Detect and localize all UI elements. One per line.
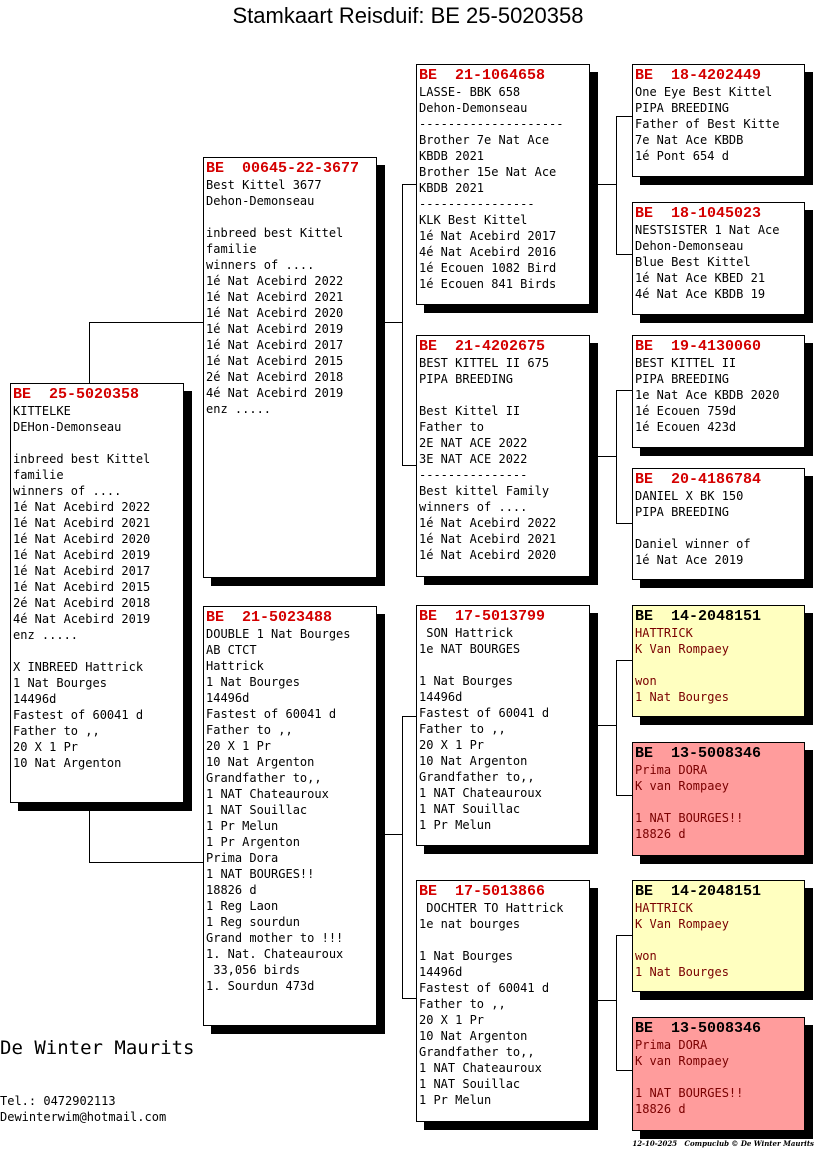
pedigree-card-dam-sire[interactable] bbox=[416, 605, 590, 846]
card-line bbox=[635, 520, 804, 536]
card-text bbox=[419, 355, 589, 563]
card-line: DOUBLE 1 Nat Bourges bbox=[206, 627, 351, 641]
card-line bbox=[419, 657, 589, 673]
card-line: AB CTCT bbox=[206, 643, 257, 657]
connector-line bbox=[402, 716, 417, 717]
connector-line bbox=[402, 465, 417, 466]
connector-line bbox=[89, 803, 90, 862]
card-text bbox=[13, 403, 183, 771]
card-line: 18826 d bbox=[635, 827, 686, 841]
card-line: K Van Rompaey bbox=[635, 642, 729, 656]
card-line: 1é Nat Ace 2019 bbox=[635, 553, 744, 567]
card-text bbox=[206, 626, 376, 994]
card-line: Best Kittel II bbox=[419, 404, 521, 418]
card-line: PIPA BREEDING bbox=[419, 372, 513, 386]
card-line: 3E NAT ACE 2022 bbox=[419, 452, 528, 466]
card-line: 1é Nat Acebird 2020 bbox=[419, 548, 557, 562]
card-line: 1 NAT BOURGES!! bbox=[635, 811, 744, 825]
connector-line bbox=[616, 660, 633, 661]
card-line: 1é Nat Acebird 2021 bbox=[419, 532, 557, 546]
card-line: Blue Best Kittel bbox=[635, 255, 751, 269]
card-line: Brother 15e Nat Ace bbox=[419, 165, 557, 179]
card-line: KLK Best Kittel bbox=[419, 213, 528, 227]
card-line: 1é Nat Acebird 2015 bbox=[13, 580, 151, 594]
card-line: 1é Pont 654 d bbox=[635, 149, 729, 163]
card-line: LASSE- BBK 658 bbox=[419, 85, 521, 99]
card-line: Grandfather to,, bbox=[419, 770, 535, 784]
card-text bbox=[635, 222, 804, 302]
card-line: 1é Nat Acebird 2017 bbox=[419, 229, 557, 243]
card-line: Best kittel Family bbox=[419, 484, 550, 498]
card-line: 10 Nat Argenton bbox=[419, 1029, 528, 1043]
owner-name: De Winter Maurits bbox=[0, 1037, 195, 1059]
card-line: 10 Nat Argenton bbox=[13, 756, 122, 770]
card-text bbox=[635, 762, 804, 842]
ring-number: BE 14-2048151 bbox=[635, 883, 762, 900]
card-line: HATTRICK bbox=[635, 901, 693, 915]
card-line: 1é Nat Acebird 2019 bbox=[206, 322, 344, 336]
connector-line bbox=[616, 390, 633, 391]
connector-line bbox=[616, 660, 617, 796]
card-line: DOCHTER TO Hattrick bbox=[419, 901, 564, 915]
card-line: enz ..... bbox=[13, 628, 79, 642]
card-line: --------------- bbox=[419, 468, 528, 482]
ring-number: BE 18-1045023 bbox=[635, 205, 762, 222]
connector-line bbox=[89, 322, 204, 323]
card-line: familie bbox=[13, 468, 64, 482]
ring-number: BE 21-5023488 bbox=[206, 609, 333, 626]
card-line: 1 Pr Melun bbox=[419, 818, 492, 832]
card-line: 1é Nat Acebird 2019 bbox=[13, 548, 151, 562]
card-line: 1 NAT Souillac bbox=[419, 1077, 521, 1091]
card-line: Father to bbox=[419, 420, 485, 434]
card-line: Dehon-Demonseau bbox=[206, 194, 315, 208]
card-line bbox=[635, 1069, 804, 1085]
card-line: 1é Nat Acebird 2022 bbox=[13, 500, 151, 514]
card-line: KBDB 2021 bbox=[419, 181, 485, 195]
card-line: 18826 d bbox=[206, 883, 257, 897]
card-line: BEST KITTEL II 675 bbox=[419, 356, 550, 370]
card-line: 1e NAT BOURGES bbox=[419, 642, 521, 656]
pedigree-card-subject[interactable] bbox=[10, 383, 184, 803]
card-line: Fastest of 60041 d bbox=[206, 707, 337, 721]
card-line: Best Kittel 3677 bbox=[206, 178, 322, 192]
connector-line bbox=[376, 834, 403, 835]
card-line: 7e Nat Ace KBDB bbox=[635, 133, 744, 147]
card-line: Prima Dora bbox=[206, 851, 279, 865]
connector-line bbox=[616, 935, 633, 936]
card-line: 1é Nat Acebird 2021 bbox=[13, 516, 151, 530]
connector-line bbox=[616, 116, 633, 117]
card-line: Grandfather to,, bbox=[419, 1045, 535, 1059]
pedigree-card-sire[interactable] bbox=[203, 157, 377, 578]
footer-credit: 12-10-2025 Compuclub © De Winter Maurits bbox=[632, 1139, 814, 1148]
card-line bbox=[206, 209, 376, 225]
connector-line bbox=[616, 935, 617, 1071]
card-line: 1é Nat Acebird 2022 bbox=[206, 274, 344, 288]
card-line: X INBREED Hattrick bbox=[13, 660, 144, 674]
card-line: 1é Nat Acebird 2021 bbox=[206, 290, 344, 304]
card-line: K van Rompaey bbox=[635, 779, 729, 793]
card-line: 1 NAT BOURGES!! bbox=[206, 867, 315, 881]
connector-line bbox=[590, 184, 617, 185]
connector-line bbox=[402, 998, 417, 999]
connector-line bbox=[616, 390, 617, 524]
card-line: inbreed best Kittel bbox=[13, 452, 151, 466]
card-line bbox=[13, 435, 183, 451]
card-line: 1é Nat Acebird 2017 bbox=[206, 338, 344, 352]
connector-line bbox=[616, 795, 633, 796]
card-line: 1e nat bourges bbox=[419, 917, 521, 931]
card-line: 1é Nat Acebird 2022 bbox=[419, 516, 557, 530]
card-line: Grandfather to,, bbox=[206, 771, 322, 785]
card-line: Fastest of 60041 d bbox=[419, 981, 550, 995]
card-text bbox=[635, 84, 804, 164]
card-line: 20 X 1 Pr bbox=[206, 739, 272, 753]
card-line: 10 Nat Argenton bbox=[206, 755, 315, 769]
card-line: Hattrick bbox=[206, 659, 264, 673]
card-line: 1. Nat. Chateauroux bbox=[206, 947, 344, 961]
card-line bbox=[419, 932, 589, 948]
card-line bbox=[13, 643, 183, 659]
pedigree-card-sire-sire[interactable] bbox=[416, 64, 590, 305]
card-line: 1. Sourdun 473d bbox=[206, 979, 315, 993]
card-line: K Van Rompaey bbox=[635, 917, 729, 931]
card-line: won bbox=[635, 949, 657, 963]
card-line: 1 Pr Melun bbox=[206, 819, 279, 833]
pedigree-card-gen4-4[interactable] bbox=[632, 468, 805, 580]
card-line: Grand mother to !!! bbox=[206, 931, 344, 945]
card-line: Father to ,, bbox=[419, 722, 506, 736]
card-line: 1 Reg Laon bbox=[206, 899, 279, 913]
pedigree-card-dam[interactable] bbox=[203, 606, 377, 1026]
ring-number: BE 19-4130060 bbox=[635, 338, 762, 355]
ring-number: BE 20-4186784 bbox=[635, 471, 762, 488]
card-line: BEST KITTEL II bbox=[635, 356, 737, 370]
card-line: Prima DORA bbox=[635, 763, 708, 777]
connector-line bbox=[402, 716, 403, 999]
card-line: 14496d bbox=[419, 965, 463, 979]
connector-line bbox=[402, 184, 403, 465]
card-text bbox=[635, 488, 804, 568]
card-line: HATTRICK bbox=[635, 626, 693, 640]
pedigree-card-dam-dam[interactable] bbox=[416, 880, 590, 1122]
card-line: SON Hattrick bbox=[419, 626, 513, 640]
card-line: Prima DORA bbox=[635, 1038, 708, 1052]
card-line: Father to ,, bbox=[206, 723, 293, 737]
card-line: KBDB 2021 bbox=[419, 149, 485, 163]
card-line: 1 NAT Souillac bbox=[419, 802, 521, 816]
page-title: Stamkaart Reisduif: BE 25-5020358 bbox=[232, 3, 584, 28]
card-line: 1 Nat Bourges bbox=[419, 949, 513, 963]
pedigree-card-gen4-8[interactable] bbox=[632, 1017, 805, 1131]
card-line: 1é Ecouen 759d bbox=[635, 404, 737, 418]
ring-number: BE 00645-22-3677 bbox=[206, 160, 360, 177]
connector-line bbox=[616, 116, 617, 255]
card-line: PIPA BREEDING bbox=[635, 101, 729, 115]
card-line: 1é Ecouen 841 Birds bbox=[419, 277, 557, 291]
card-line: 14496d bbox=[206, 691, 250, 705]
owner-phone: Tel.: 0472902113 bbox=[0, 1094, 116, 1108]
card-line: Brother 7e Nat Ace bbox=[419, 133, 550, 147]
ring-number: BE 25-5020358 bbox=[13, 386, 140, 403]
card-line: KITTELKE bbox=[13, 404, 71, 418]
card-line: Dehon-Demonseau bbox=[635, 239, 744, 253]
pedigree-card-gen4-3[interactable] bbox=[632, 335, 805, 448]
card-line: 20 X 1 Pr bbox=[13, 740, 79, 754]
card-line: 2é Nat Acebird 2018 bbox=[206, 370, 344, 384]
ring-number: BE 21-1064658 bbox=[419, 67, 546, 84]
card-line: 1 NAT Chateauroux bbox=[206, 787, 329, 801]
card-line: 1 NAT Chateauroux bbox=[419, 786, 542, 800]
card-line: One Eye Best Kittel bbox=[635, 85, 773, 99]
card-line: 1é Nat Acebird 2020 bbox=[206, 306, 344, 320]
card-line: Daniel winner of bbox=[635, 537, 751, 551]
card-text bbox=[635, 1037, 804, 1117]
card-text bbox=[206, 177, 376, 417]
card-line: inbreed best Kittel bbox=[206, 226, 344, 240]
ring-number: BE 14-2048151 bbox=[635, 608, 762, 625]
card-text bbox=[419, 84, 589, 292]
connector-line bbox=[402, 184, 417, 185]
ring-number: BE 18-4202449 bbox=[635, 67, 762, 84]
card-line: 1é Nat Acebird 2015 bbox=[206, 354, 344, 368]
card-line: 10 Nat Argenton bbox=[419, 754, 528, 768]
card-line: 1 Reg sourdun bbox=[206, 915, 300, 929]
pedigree-card-gen4-5[interactable] bbox=[632, 605, 805, 717]
card-line: 1 Nat Bourges bbox=[635, 965, 729, 979]
card-line: -------------------- bbox=[419, 117, 564, 131]
card-line: 1 Pr Melun bbox=[419, 1093, 492, 1107]
connector-line bbox=[89, 322, 90, 384]
card-line: 14496d bbox=[13, 692, 57, 706]
card-text bbox=[635, 355, 804, 435]
connector-line bbox=[590, 456, 617, 457]
card-line bbox=[419, 387, 589, 403]
ring-number: BE 17-5013866 bbox=[419, 883, 546, 900]
card-line: 4é Nat Ace KBDB 19 bbox=[635, 287, 766, 301]
ring-number: BE 13-5008346 bbox=[635, 1020, 762, 1037]
card-line: Dehon-Demonseau bbox=[419, 101, 528, 115]
card-line bbox=[635, 657, 804, 673]
card-line: DANIEL X BK 150 bbox=[635, 489, 744, 503]
card-line: 2E NAT ACE 2022 bbox=[419, 436, 528, 450]
card-text bbox=[635, 900, 804, 980]
card-text bbox=[635, 625, 804, 705]
connector-line bbox=[590, 725, 617, 726]
card-line: Fastest of 60041 d bbox=[13, 708, 144, 722]
card-line: 14496d bbox=[419, 690, 463, 704]
card-line: 1 NAT Chateauroux bbox=[419, 1061, 542, 1075]
card-line: 4é Nat Acebird 2019 bbox=[13, 612, 151, 626]
card-line: 1 Nat Bourges bbox=[419, 674, 513, 688]
card-line: 33,056 birds bbox=[206, 963, 300, 977]
card-line: Father of Best Kitte bbox=[635, 117, 780, 131]
card-line: 20 X 1 Pr bbox=[419, 738, 485, 752]
card-line: Father to ,, bbox=[419, 997, 506, 1011]
pedigree-card-gen4-7[interactable] bbox=[632, 880, 805, 992]
card-line: 1 NAT BOURGES!! bbox=[635, 1086, 744, 1100]
card-line: won bbox=[635, 674, 657, 688]
connector-line bbox=[89, 862, 204, 863]
card-line: Father to ,, bbox=[13, 724, 100, 738]
card-line: enz ..... bbox=[206, 402, 272, 416]
ring-number: BE 17-5013799 bbox=[419, 608, 546, 625]
card-line: 1 NAT Souillac bbox=[206, 803, 308, 817]
card-line: 1e Nat Ace KBDB 2020 bbox=[635, 388, 780, 402]
card-line: 1é Nat Acebird 2017 bbox=[13, 564, 151, 578]
connector-line bbox=[376, 322, 403, 323]
card-line: 4é Nat Acebird 2019 bbox=[206, 386, 344, 400]
connector-line bbox=[616, 523, 633, 524]
card-line: 18826 d bbox=[635, 1102, 686, 1116]
pedigree-card-gen4-2[interactable] bbox=[632, 202, 805, 315]
card-line: 1é Ecouen 1082 Bird bbox=[419, 261, 557, 275]
card-text bbox=[419, 900, 589, 1108]
owner-contact bbox=[0, 1093, 166, 1125]
card-line: Fastest of 60041 d bbox=[419, 706, 550, 720]
card-line: K van Rompaey bbox=[635, 1054, 729, 1068]
card-line: 1 Nat Bourges bbox=[13, 676, 107, 690]
card-line: 2é Nat Acebird 2018 bbox=[13, 596, 151, 610]
card-line: winners of .... bbox=[419, 500, 528, 514]
pedigree-card-gen4-1[interactable] bbox=[632, 64, 805, 177]
card-line: DEHon-Demonseau bbox=[13, 420, 122, 434]
pedigree-card-gen4-6[interactable] bbox=[632, 742, 805, 856]
card-line: PIPA BREEDING bbox=[635, 505, 729, 519]
card-line: winners of .... bbox=[13, 484, 122, 498]
card-line: winners of .... bbox=[206, 258, 315, 272]
card-line: NESTSISTER 1 Nat Ace bbox=[635, 223, 780, 237]
card-line bbox=[635, 794, 804, 810]
card-line: 1 Pr Argenton bbox=[206, 835, 300, 849]
card-line: familie bbox=[206, 242, 257, 256]
card-line: 4é Nat Acebird 2016 bbox=[419, 245, 557, 259]
card-line: 20 X 1 Pr bbox=[419, 1013, 485, 1027]
card-line: ---------------- bbox=[419, 197, 535, 211]
connector-line bbox=[590, 1000, 617, 1001]
owner-email[interactable]: Dewinterwim@hotmail.com bbox=[0, 1110, 167, 1124]
card-line: 1 Nat Bourges bbox=[206, 675, 300, 689]
connector-line bbox=[616, 1070, 633, 1071]
ring-number: BE 13-5008346 bbox=[635, 745, 762, 762]
card-line: 1 Nat Bourges bbox=[635, 690, 729, 704]
ring-number: BE 21-4202675 bbox=[419, 338, 546, 355]
card-line: 1é Nat Acebird 2020 bbox=[13, 532, 151, 546]
card-line bbox=[635, 932, 804, 948]
connector-line bbox=[616, 254, 633, 255]
card-line: 1é Nat Ace KBED 21 bbox=[635, 271, 766, 285]
pedigree-card-sire-dam[interactable] bbox=[416, 335, 590, 577]
card-text bbox=[419, 625, 589, 833]
card-line: 1é Ecouen 423d bbox=[635, 420, 737, 434]
card-line: PIPA BREEDING bbox=[635, 372, 729, 386]
